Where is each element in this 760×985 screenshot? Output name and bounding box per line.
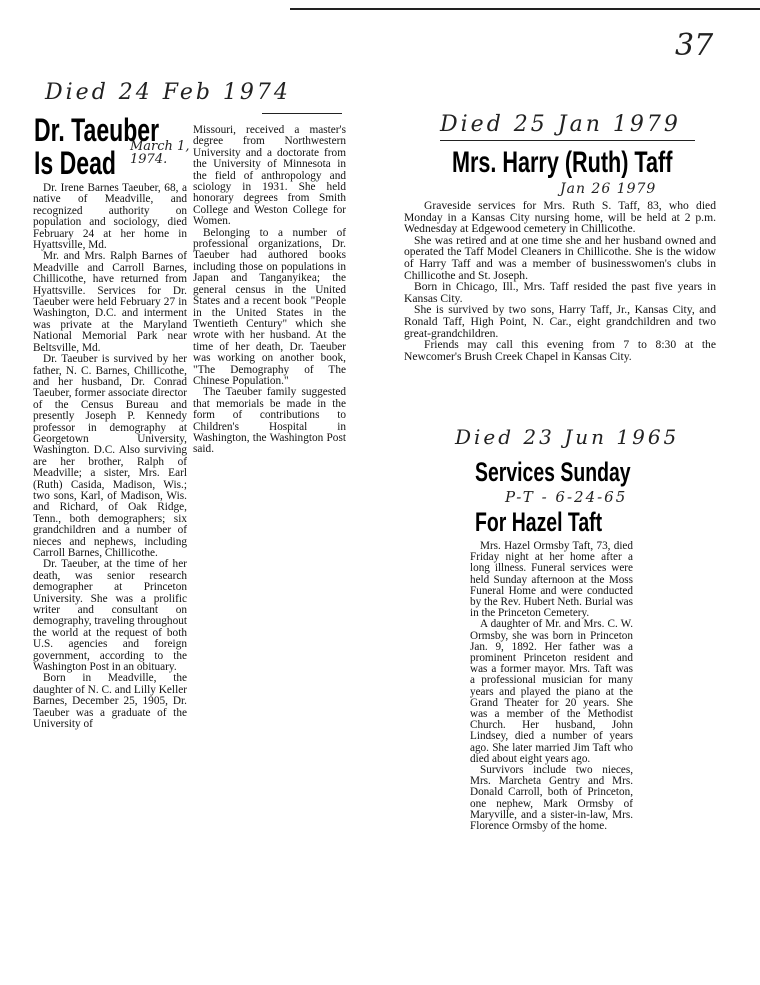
article-column-1 <box>33 183 187 731</box>
paragraph: Survivors include two nieces, Mrs. Marcheta Gentry and Mrs. Donald Carroll, both of Princeton, one nephew, Mark Ormsby of Maryville, and a sister-in-law, Mrs. Florence Ormsby of the home. <box>470 764 633 833</box>
paragraph: A daughter of Mr. and Mrs. C. W. Ormsby, she was born in Princeton Jan. 9, 1892. Her father was a prominent Princeton resident and was a former mayor. Mrs. Taft was a professional musician for many years and played the piano at the Grand Theater for 20 years. She was a member of the Methodist Church. Her husband, John Lindsey, died a number of years ago. She later married Jim Taft who died about eight years ago. <box>470 618 633 765</box>
paragraph: Born in Chicago, Ill., Mrs. Taff resided the past five years in Kansas City. <box>404 280 716 305</box>
handwritten-death-date: Died 24 Feb 1974 <box>45 80 291 105</box>
handwritten-date: March 1, 1974. <box>130 139 190 167</box>
handwritten-date: Jan 26 1979 <box>560 181 657 197</box>
paragraph: Graveside services for Mrs. Ruth S. Taff, 83, who died Monday in a Kansas City nursing home, will be held at 2 p.m. Wednesday at Edgewood cemetery in Chillicothe. <box>404 199 716 236</box>
article-body <box>404 200 716 362</box>
handwritten-death-date: Died 25 Jan 1979 <box>440 112 681 137</box>
paragraph: Mrs. Hazel Ormsby Taft, 73, died Friday night at her home after a long illness. Funeral services were held Sunday afternoon at the Moss Funeral Home and were conducted by the Rev. Hubert Neth. Burial was in the Princeton Cemetery. <box>470 540 633 620</box>
page-number: 37 <box>675 28 714 63</box>
paragraph: Dr. Irene Barnes Taeuber, 68, a native of Meadville, and recognized authority on population and sociology, died February 24 at her home in Hyattsville, Md. <box>33 182 187 252</box>
paragraph: She is survived by two sons, Harry Taff, Jr., Kansas City, and Ronald Taff, High Point, N. Car., eight grandchildren and two great-grandchildren. <box>404 303 716 340</box>
title-line: Is Dead <box>34 145 116 181</box>
paragraph: Mr. and Mrs. Ralph Barnes of Meadville and Carroll Barnes, Chillicothe, have returned from Hyattsville. Services for Dr. Taeuber were held February 27 in Washington, D.C. and interment was private at the Maryland National Memorial Park near Beltsville, Md. <box>33 250 187 354</box>
handwritten-death-date: Died 23 Jun 1965 <box>455 425 680 449</box>
article-title-line-2: For Hazel Taft <box>475 507 603 537</box>
divider <box>440 140 695 141</box>
paragraph: Dr. Taeuber, at the time of her death, was senior research demographer at Princeton University. She was a prolific writer and consultant on demography, traveling throughout the world at the request of both U.S. agencies and foreign government, according to the Washington Post in an obituary. <box>33 558 187 674</box>
article-title-line-1: Services Sunday <box>475 457 631 487</box>
paragraph: Missouri, received a master's degree from Northwestern University and a doctorate from the University of Minnesota in the field of anthropology and sciology in 1931. She held honorary degrees from Smith College and Weston College for Women. <box>193 124 346 228</box>
article-column-2 <box>193 125 346 456</box>
paragraph: Born in Meadville, the daughter of N. C. and Lilly Keller Barnes, December 25, 1905, Dr. Taeuber was a graduate of the University of <box>33 672 187 731</box>
paragraph: Belonging to a number of professional organizations, Dr. Taeuber had authored books including those on populations in Japan and Tanganyikea; the general census in the United States and a recent book "People in the United States in the Twentieth Century" which she wrote with her husband. At the time of her death, Dr. Taeuber was working on another book, "The Demography of The Chinese Population." <box>193 226 346 387</box>
paragraph: Dr. Taeuber is survived by her father, N. C. Barnes, Chillicothe, and her husband, Dr. Conrad Taeuber, former associate director of the Census Bureau and presently Joseph P. Kennedy professor in demography at Georgetown University, Washington. D.C. Also surviving are her brother, Ralph of Meadville; a sister, Mrs. Earl (Ruth) Casida, Madison, Wis.; two sons, Karl, of Madison, Wis. and Richard, of Oak Ridge, Tenn., both demographers; six grandchildren and a number of nieces and nephews, including Carroll Barnes, Chillicothe. <box>33 353 187 559</box>
scan-edge-line <box>290 8 760 10</box>
paragraph: The Taeuber family suggested that memorials be made in the form of contributions to Children's Hospital in Washington, the Washington Post said. <box>193 386 346 456</box>
article-body <box>470 541 633 832</box>
divider <box>262 113 342 114</box>
article-title: Mrs. Harry (Ruth) Taff <box>452 146 673 179</box>
handwritten-date: P-T - 6-24-65 <box>505 488 628 506</box>
paragraph: Friends may call this evening from 7 to 8:30 at the Newcomer's Brush Creek Chapel in Kansas City. <box>404 338 716 363</box>
title-line: Dr. Taeuber <box>34 112 160 148</box>
paragraph: She was retired and at one time she and her husband owned and operated the Taff Model Cleaners in Chillicothe. She is the widow of Harry Taff and was a member of businesswomen's clubs in Chillicothe and St. Joseph. <box>404 233 716 282</box>
